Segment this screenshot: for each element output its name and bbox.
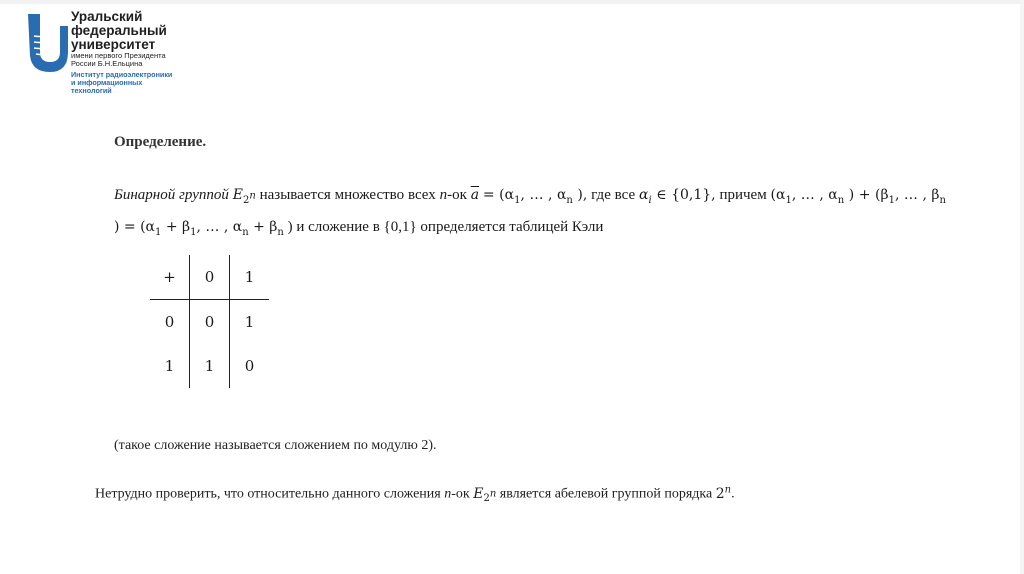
- table-cell: 1: [190, 344, 230, 388]
- definition-text-part4: причем: [719, 187, 767, 203]
- table-row: [150, 300, 269, 345]
- logo-subtitle-line1: имени первого Президента: [71, 51, 166, 60]
- slide-right-border: [1020, 0, 1024, 574]
- table-cell: 0: [244, 357, 255, 375]
- n-variable: n: [444, 486, 452, 502]
- definition-text-part3: где все: [591, 187, 636, 203]
- conclusion-part1: Нетрудно проверить, что относительно данного сложения: [95, 486, 441, 502]
- table-cell: 0: [150, 300, 190, 345]
- logo-institute-line2: и информационных: [71, 78, 143, 87]
- alpha-membership: $\alpha_i$ ∈ {0,1},: [639, 187, 716, 206]
- logo-institute-line3: технологий: [71, 86, 112, 95]
- alpha-tuple: = ($\alpha_1$, … , $\alpha_n$ ),: [482, 187, 588, 206]
- logo-name-line2: федеральный: [71, 23, 167, 38]
- group-symbol: $E_{2^n}$: [232, 187, 256, 206]
- slide-top-border: [0, 0, 1024, 4]
- conclusion-text: [95, 484, 735, 504]
- sum-formula: ($\alpha_1$, … , $\alpha_n$ ) + ($\beta_1$, … , $\beta_n$ ) = ($\alpha_1 + \beta_1$, … , $\alpha_n + \beta_n$: [114, 187, 946, 238]
- urfu-logo-icon: [26, 12, 70, 74]
- conclusion-part2: -ок: [451, 486, 470, 502]
- definition-text-tail: ) и сложение в {0,1} определяется таблицей Кэли: [283, 218, 604, 235]
- definition-text: [114, 182, 946, 246]
- table-row: [150, 255, 269, 300]
- table-cell: 0: [190, 300, 230, 345]
- vector-a: $\overline{a}$: [470, 187, 480, 203]
- table-cell: 1: [230, 255, 270, 300]
- group-order: 2$^n$: [715, 484, 732, 502]
- n-variable: n: [439, 187, 448, 203]
- definition-text-part2: -ок: [447, 187, 467, 203]
- table-row: [150, 344, 269, 388]
- logo-subtitle-line2: России Б.Н.Ельцина: [71, 59, 143, 68]
- group-symbol: $E_{2^n}$: [473, 485, 497, 505]
- definition-term: Бинарной группой: [114, 187, 229, 203]
- logo-name-line3: университет: [71, 37, 156, 52]
- cayley-table: [150, 255, 269, 388]
- definition-text-part1: называется множество всех: [259, 187, 436, 203]
- logo-text: [71, 10, 241, 95]
- table-cell: 1: [244, 313, 255, 331]
- table-cell: 1: [150, 344, 190, 388]
- table-cell: 0: [190, 255, 230, 300]
- table-cell: +: [150, 255, 190, 300]
- modulo-note: (такое сложение называется сложением по модулю 2).: [114, 438, 437, 453]
- conclusion-end: .: [731, 486, 735, 502]
- logo-institute-line1: Институт радиоэлектроники: [71, 70, 173, 79]
- logo-name-line1: Уральский: [71, 9, 143, 24]
- conclusion-part3: является абелевой группой порядка: [499, 486, 713, 502]
- definition-heading: Определение.: [114, 134, 207, 150]
